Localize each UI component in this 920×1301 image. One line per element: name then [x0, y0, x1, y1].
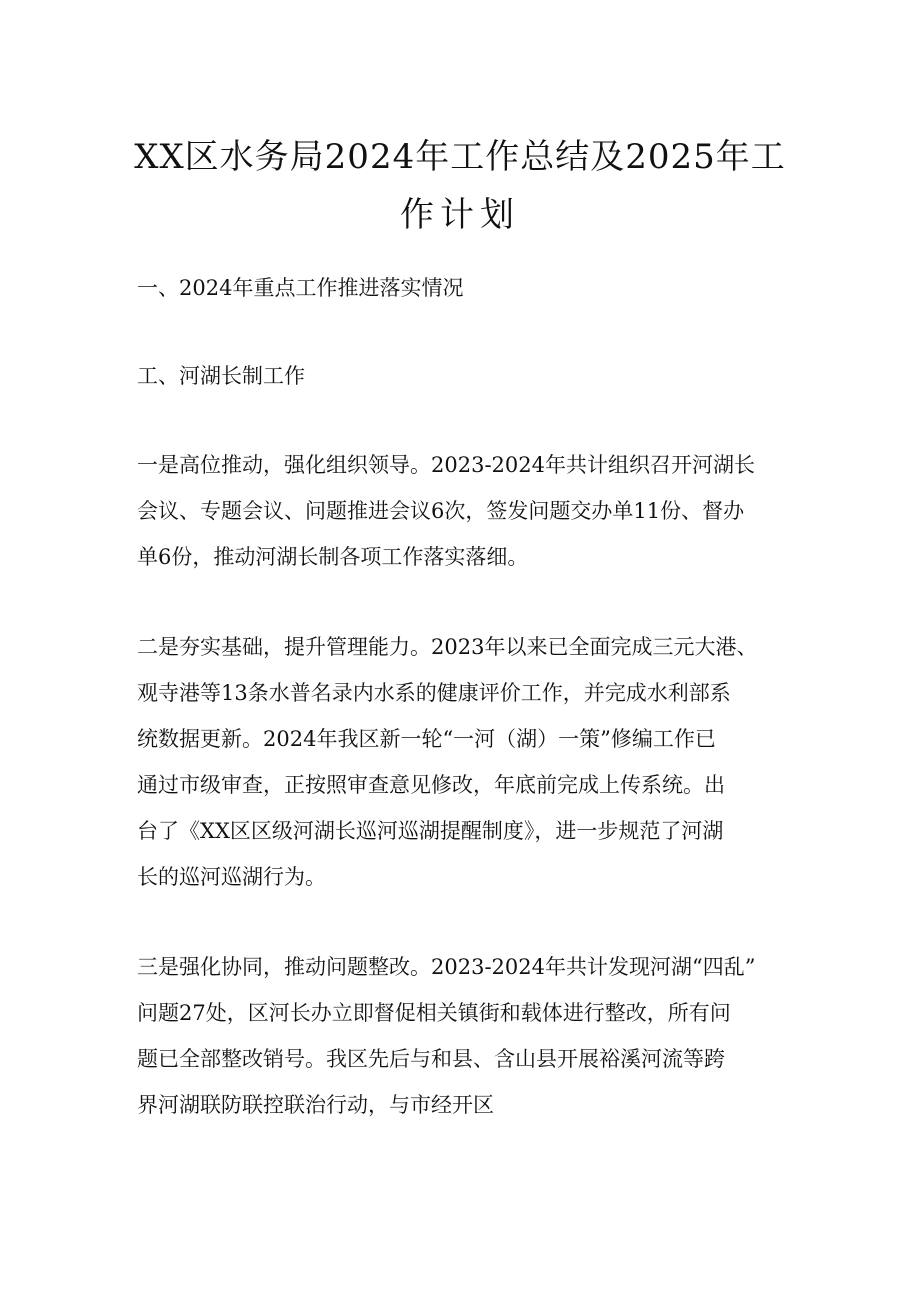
- title-line-2: 作计划: [400, 195, 520, 235]
- document-title: [120, 128, 800, 244]
- section-heading: 一、2024年重点工作推进落实情况: [137, 276, 464, 300]
- paragraph-line: 一是高位推动，强化组织领导。2023-2024年共计组织召开河湖长: [137, 453, 755, 477]
- subsection-heading: 工、河湖长制工作: [137, 364, 305, 388]
- paragraph-line: 题已全部整改销号。我区先后与和县、含山县开展裕溪河流等跨: [137, 1047, 725, 1071]
- paragraph-line: 台了《XX区区级河湖长巡河巡湖提醒制度》，进一步规范了河湖: [137, 819, 724, 843]
- paragraph-line: 通过市级审查，正按照审查意见修改，年底前完成上传系统。出: [137, 773, 725, 797]
- paragraph-line: 三是强化协同，推动问题整改。2023-2024年共计发现河湖“四乱”: [137, 955, 756, 979]
- paragraph-line: 观寺港等13条水普名录内水系的健康评价工作，并完成水利部系: [137, 681, 731, 705]
- paragraph-line: 会议、专题会议、问题推进会议6次，签发问题交办单11份、督办: [137, 499, 745, 523]
- title-line-1: XX区水务局2024年工作总结及2025年工: [134, 137, 786, 177]
- paragraph-1: [137, 442, 797, 580]
- paragraph-line: 统数据更新。2024年我区新一轮“一河（湖）一策”修编工作已: [137, 727, 716, 751]
- paragraph-line: 单6份，推动河湖长制各项工作落实落细。: [137, 545, 529, 569]
- paragraph-3: [137, 944, 797, 1128]
- paragraph-line: 长的巡河巡湖行为。: [137, 865, 326, 889]
- paragraph-2: [137, 624, 797, 900]
- document-body: [137, 266, 797, 1172]
- paragraph-line: 二是夯实基础，提升管理能力。2023年以来已全面完成三元大港、: [137, 635, 758, 659]
- paragraph-line: 问题27处，区河长办立即督促相关镇街和载体进行整改，所有问: [137, 1001, 731, 1025]
- paragraph-line: 界河湖联防联控联治行动，与市经开区: [137, 1093, 494, 1117]
